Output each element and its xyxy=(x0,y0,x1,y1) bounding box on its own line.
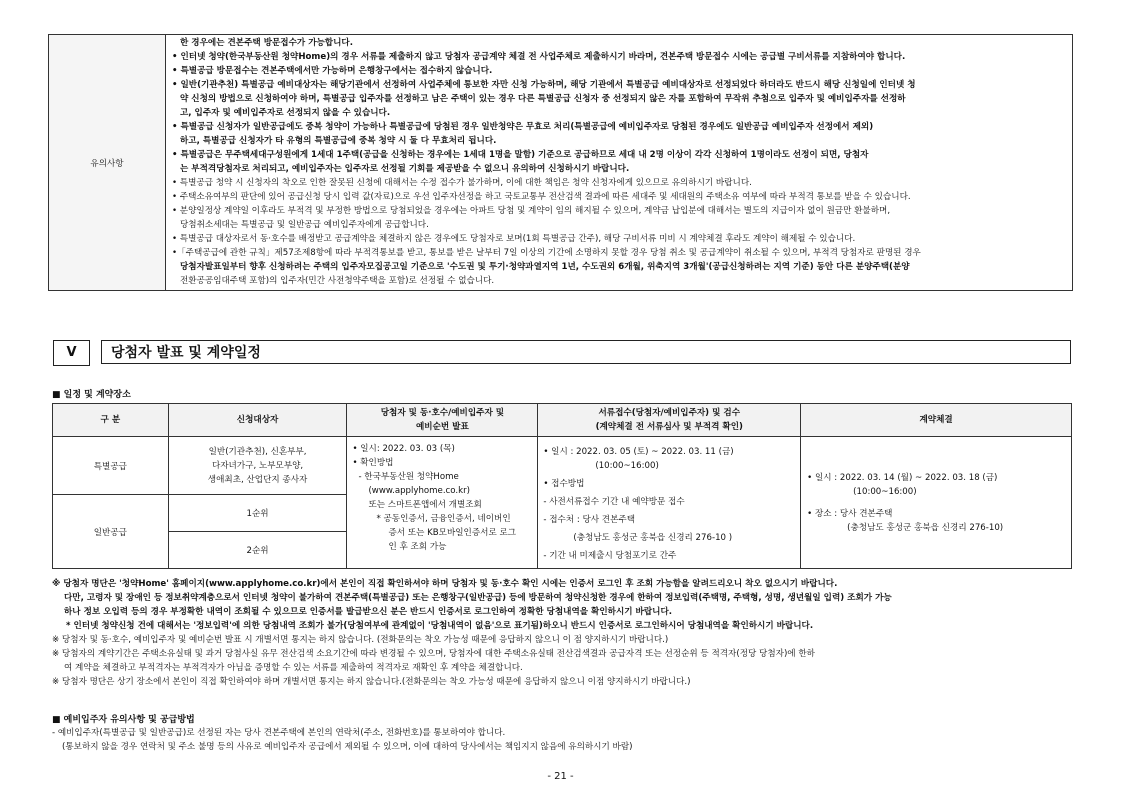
announcement-cell: • 일시: 2022. 03. 03 (목) • 확인방법 - 한국부동산원 청약Home (www.applyhome.co.kr) 또는 스마트폰앱에서 개별조회 * 공동인증서, 금융인증서, 네이버인 증서 또는 KB모바일인증서로 로그 인 후 조회 가능 xyxy=(347,437,538,569)
documents-cell: • 일시 : 2022. 03. 05 (토) ~ 2022. 03. 11 (금) (10:00~16:00) • 접수방법 - 사전서류접수 기간 내 예약방문 접수 - 접수처 : 당사 견본주택 (충청남도 홍성군 홍북읍 신경리 276-10 ) - 기간 내 미제출시 당첨포기로 간주 xyxy=(538,437,801,569)
notes-line: 약 신청의 방법으로 신청하여야 하며, 특별공급 입주자를 선정하고 남은 주택이 있는 경우 다른 특별공급 신청자 중 선정되지 않은 자를 포함하여 무작위 추첨으로 입주자 및 예비입주자를 선정하 xyxy=(180,94,906,104)
notes-line: • 주택소유여부의 판단에 있어 공급신청 당시 입력 값(자료)으로 우선 입주자선정을 하고 국토교통부 전산검색 결과에 따른 세대주 및 세대원의 주택소유 여부에 따라 부적격 통보를 받을 수 있습니다. xyxy=(172,192,911,202)
header-documents: 서류접수(당첨자/예비입주자) 및 검수 (계약체결 전 서류심사 및 부적격 확인) xyxy=(538,404,801,437)
notes-line: • 특별공급은 무주택세대구성원에게 1세대 1주택(공급을 신청하는 경우에는 1세대 1명을 말함) 기준으로 공급하므로 세대 내 2명 이상이 각각 신청하여 1명이라도 선정이 되면, 당첨자 xyxy=(172,150,869,160)
header-announcement: 당첨자 및 동·호수/예비입주자 및 예비순번 발표 xyxy=(347,404,538,437)
notes-line: • 분양일정상 계약일 이후라도 부적격 및 부정한 방법으로 당첨되었을 경우에는 아파트 당첨 및 계약이 임의 해지될 수 있으며, 계약금 납입분에 대해서는 별도의 지급이자 없이 원금만 환불하며, xyxy=(172,206,891,216)
notes-line: 당첨자발표일부터 향후 신청하려는 주택의 입주자모집공고일 기준으로 '수도권 및 투기·청약과열지역 1년, 수도권외 6개월, 위축지역 3개월'(공급신청하려는 지역 기준) 동안 다른 분양주택(분양 xyxy=(180,262,910,272)
notes-line: 한 경우에는 견본주택 방문접수가 가능합니다. xyxy=(180,38,353,48)
footnote-line: ※ 당첨자 명단은 '청약Home' 홈페이지(www.applyhome.co.kr)에서 본인이 직접 확인하셔야 하며 당첨자 및 동·호수 확인 시에는 인증서 로그인 후 조회 가능함을 알려드리오니 착오 없으시기 바랍니다. xyxy=(52,579,838,589)
footnote-line: * 인터넷 청약신청 건에 대해서는 '정보입력'에 의한 당첨내역 조회가 불가(당첨여부에 관계없이 '당첨내역이 없음'으로 표기됨)하오니 반드시 인증서로 로그인하시어 당첨내역을 확인하시기 바랍니다. xyxy=(66,621,814,631)
row-general-label: 일반공급 xyxy=(53,495,169,569)
notes-line: • 특별공급 대상자로서 동·호수를 배정받고 공급계약을 체결하지 않은 경우에도 당첨자로 보며(1회 특별공급 간주), 해당 구비서류 미비 시 계약체결 후라도 계약이 해제될 수 있습니다. xyxy=(172,234,856,244)
contract-cell: • 일시 : 2022. 03. 14 (월) ~ 2022. 03. 18 (금) (10:00~16:00) • 장소 : 당사 견본주택 (충청남도 홍성군 홍북읍 신경리 276-10) xyxy=(801,437,1072,569)
notes-line: 고, 입주자 및 예비입주자로 선정되지 않을 수 있습니다. xyxy=(180,108,391,118)
footnotes xyxy=(52,577,892,689)
header-applicants: 신청대상자 xyxy=(168,404,347,437)
notes-line: • 특별공급 청약 시 신청자의 착오로 인한 잘못된 신청에 대해서는 수정 접수가 불가하며, 이에 대한 책임은 청약 신청자에게 있으므로 유의하시기 바랍니다. xyxy=(172,178,752,188)
notes-line: 당첨취소세대는 특별공급 및 일반공급 예비입주자에게 공급합니다. xyxy=(180,220,429,230)
schedule-table xyxy=(52,403,1072,569)
reserve-line-1: - 예비입주자(특별공급 및 일반공급)로 선정된 자는 당사 견본주택에 본인의 연락처(주소, 전화번호)를 통보하여야 합니다. xyxy=(52,728,506,738)
footnote-line: ※ 당첨자 명단은 상기 장소에서 본인이 직접 확인하여야 하며 개별서면 통지는 하지 않습니다.(전화문의는 착오 가능성 때문에 응답하지 않으니 이점 양지하시기 바랍니다.) xyxy=(52,677,691,687)
footnote-line: 다만, 고령자 및 장애인 등 정보취약계층으로서 인터넷 청약이 불가하여 견본주택(특별공급) 또는 은행창구(일반공급) 등에 방문하여 청약신청한 경우에 한하여 정보입력(주택명, 주택형, 성명, 생년월일 입력) 조회가 가능 xyxy=(64,593,892,603)
footnote-line: 하나 정보 오입력 등의 경우 부정확한 내역이 조회될 수 있으므로 인증서를 발급받으신 분은 반드시 인증서로 로그인하여 정확한 당첨내역을 확인하시기 바랍니다. xyxy=(64,607,673,617)
section-title: 당첨자 발표 및 계약일정 xyxy=(101,340,1071,364)
rank2-cell: 2순위 xyxy=(168,532,347,569)
reserve-line-2: (통보하지 않을 경우 연락처 및 주소 불명 등의 사유로 예비입주자 공급에서 제외될 수 있으며, 이에 대하여 당사에서는 책임지지 않음에 유의하시기 바람) xyxy=(62,742,633,752)
footnote-line: 여 계약을 체결하고 부적격자는 부적격자가 아님을 증명할 수 있는 서류를 제출하여 적격자로 재확인 후 계약을 체결합니다. xyxy=(64,663,523,673)
rank1-cell: 1순위 xyxy=(168,495,347,532)
notes-line: • 일반(기관추천) 특별공급 예비대상자는 해당기관에서 선정하여 사업주체에 통보한 자만 신청 가능하며, 해당 기관에서 특별공급 예비대상자로 선정되었다 하더라도 반드시 해당 신청일에 인터넷 청 xyxy=(172,80,916,90)
notes-line: 전환공공임대주택 포함)의 입주자(민간 사전청약주택을 포함)로 선정될 수 없습니다. xyxy=(180,276,495,286)
reserve-heading: ■ 예비입주자 유의사항 및 공급방법 xyxy=(52,715,195,725)
notes-line: • 특별공급 신청자가 일반공급에도 중복 청약이 가능하나 특별공급에 당첨된 경우 일반청약은 무효로 처리(특별공급에 예비입주자로 당첨된 경우에도 일반공급 예비입주자 선정에서 제외) xyxy=(172,122,874,132)
notes-table xyxy=(48,34,1073,291)
notes-line: 하고, 특별공급 신청자가 타 유형의 특별공급에 중복 청약 시 둘 다 무효처리 됩니다. xyxy=(180,136,497,146)
notes-label: 유의사항 xyxy=(49,35,166,291)
page-number: - 21 - xyxy=(547,771,574,782)
notes-content xyxy=(166,35,1073,291)
row-special-label: 특별공급 xyxy=(53,437,169,495)
notes-line: • 인터넷 청약(한국부동산원 청약Home)의 경우 서류를 제출하지 않고 당첨자 공급계약 체결 전 사업주체로 제출하시기 바라며, 견본주택 방문접수 시에는 공급별 구비서류를 지참하여야 합니다. xyxy=(172,52,906,62)
notes-line: • 특별공급 방문접수는 견본주택에서만 가능하며 은행창구에서는 접수하지 않습니다. xyxy=(172,66,493,76)
schedule-heading: ■ 일정 및 계약장소 xyxy=(52,390,131,400)
footnote-line: ※ 당첨자 및 동·호수, 예비입주자 및 예비순번 발표 시 개별서면 통지는 하지 않습니다. (전화문의는 착오 가능성 때문에 응답하지 않으니 이 점 양지하시기 바랍니다.) xyxy=(52,635,669,645)
footnote-line: ※ 당첨자의 계약기간은 주택소유실태 및 과거 당첨사실 유무 전산검색 소요기간에 따라 변경될 수 있으며, 당첨자에 대한 주택소유실태 전산검색결과 공급자격 또는 선정순위 등 적격자(정당 당첨자)에 한하 xyxy=(52,649,815,659)
section-number: V xyxy=(53,340,90,366)
notes-line: 는 부적격당첨자로 처리되고, 예비입주자는 입주자로 선정될 기회를 제공받을 수 없으니 유의하여 신청하시기 바랍니다. xyxy=(180,164,630,174)
header-category: 구 분 xyxy=(53,404,169,437)
notes-line: •「주택공급에 관한 규칙」제57조제8항에 따라 부적격통보를 받고, 통보를 받은 날부터 7일 이상의 기간에 소명하지 못할 경우 당첨 취소 및 공급계약이 취소될 수 있으며, 부적격 당첨자로 판명된 경우 xyxy=(172,248,921,258)
row-special-targets: 일반(기관추천), 신혼부부, 다자녀가구, 노부모부양, 생애최초, 산업단지 종사자 xyxy=(168,437,347,495)
header-contract: 계약체결 xyxy=(801,404,1072,437)
